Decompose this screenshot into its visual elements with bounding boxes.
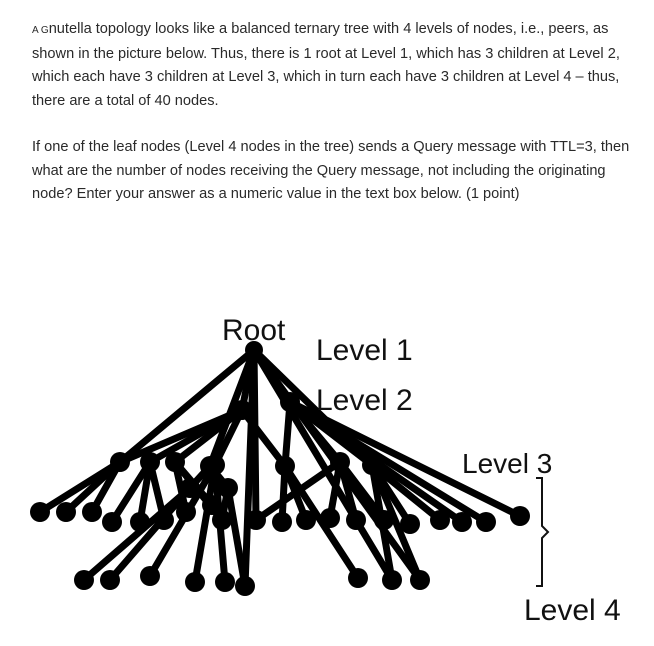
tree-node [275, 456, 295, 476]
tree-node [476, 512, 496, 532]
tree-node [232, 400, 252, 420]
tree-node [235, 576, 255, 596]
tree-node [212, 510, 232, 530]
tree-node [82, 502, 102, 522]
tree-node [296, 510, 316, 530]
question-paragraph-prompt: If one of the leaf nodes (Level 4 nodes in the tree) sends a Query message with TTL=3, then what are the number of nodes receiving the Query message, not including the originating node? Enter your answer as a numeric value in the text box below. (1 point) [32, 139, 630, 202]
tree-node [205, 455, 225, 475]
tree-node [130, 512, 150, 532]
tree-node [110, 452, 130, 472]
tree-node [176, 502, 196, 522]
tree-node [100, 570, 120, 590]
tree-node [410, 570, 430, 590]
level-brace [536, 478, 548, 586]
root-label: Root [222, 314, 286, 347]
tree-node [346, 510, 366, 530]
tree-node [74, 570, 94, 590]
tree-node [185, 572, 205, 592]
paragraph-intro-text: nutella topology looks like a balanced ternary tree with 4 levels of nodes, i.e., peers, as shown in the picture below. Thus, there is 1 root at Level 1, which has 3 children at Level 2, which each have 3 children at Level 3, which in turn each have 3 children at Level 4 – thus, there are a total of 40 nodes. [32, 21, 620, 109]
tree-node [165, 452, 185, 472]
level-1-label: Level 1 [316, 334, 413, 367]
tree-node [330, 452, 350, 472]
tree-node [452, 512, 472, 532]
tree-node [30, 502, 50, 522]
tree-node [362, 455, 382, 475]
tree-node [215, 572, 235, 592]
tree-node [140, 566, 160, 586]
tree-node [510, 506, 530, 526]
tree-node [272, 512, 292, 532]
tree-node [56, 502, 76, 522]
tree-figure [0, 300, 654, 646]
tree-node [374, 510, 394, 530]
tree-node [180, 478, 200, 498]
question-text [32, 18, 644, 207]
tree-node [280, 392, 300, 412]
level-3-label: Level 3 [462, 448, 553, 479]
tree-edge [228, 488, 245, 586]
tree-node [218, 478, 238, 498]
tree-node [154, 510, 174, 530]
tree-node [348, 568, 368, 588]
question-paragraph-intro [32, 18, 644, 113]
tree-node [400, 514, 420, 534]
tree-node [382, 570, 402, 590]
tree-node [102, 512, 122, 532]
tree-node [430, 510, 450, 530]
tree-node [246, 510, 266, 530]
level-2-label: Level 2 [316, 384, 413, 417]
tree-node [320, 508, 340, 528]
level-4-label: Level 4 [524, 594, 621, 627]
lead-fragment: A G [32, 25, 49, 36]
tree-node [140, 452, 160, 472]
